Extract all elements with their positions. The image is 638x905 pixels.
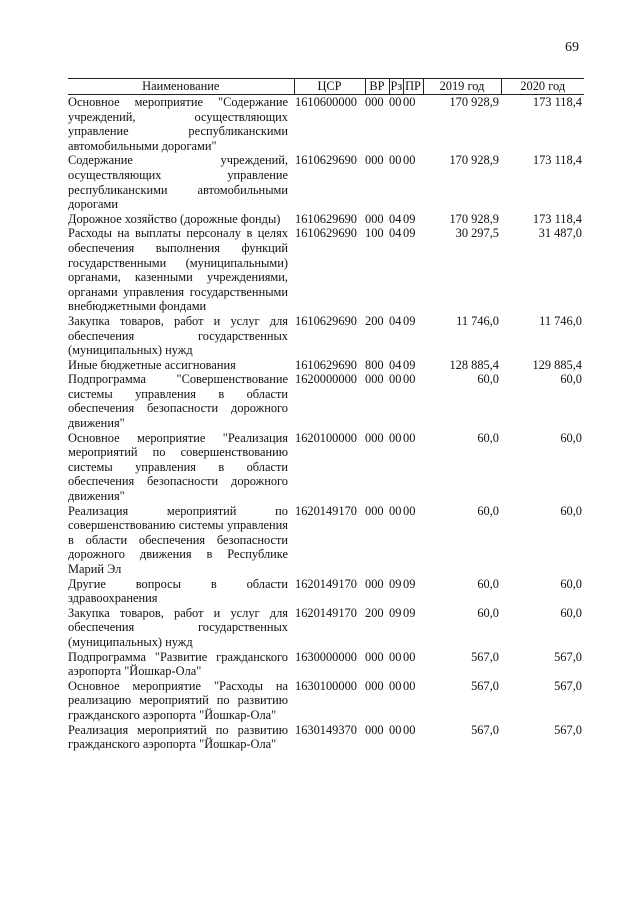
row-rz: 00 xyxy=(389,430,402,445)
header-rz: Рз xyxy=(390,79,403,94)
row-rz: 00 xyxy=(389,95,402,109)
row-2019: 170 928,9 xyxy=(449,153,499,168)
row-vr: 000 xyxy=(365,678,384,693)
row-name: Основное мероприятие "Расходы на реализацию мероприятий по развитию гражданского аэропорта "Йошкар-Ола" xyxy=(68,678,288,722)
row-rz: 00 xyxy=(389,678,402,693)
row-name: Основное мероприятие "Содержание учреждений, осуществляющих управление республиканскими автомобильными дорогами" xyxy=(68,95,288,153)
row-pr: 09 xyxy=(403,576,416,591)
row-pr: 00 xyxy=(403,678,416,693)
row-csr: 1630100000 xyxy=(295,678,357,693)
row-name: Другие вопросы в области здравоохранения xyxy=(68,576,288,606)
row-rz: 00 xyxy=(389,649,402,664)
table-row xyxy=(68,314,584,358)
table-row xyxy=(68,577,584,606)
row-2019: 567,0 xyxy=(471,722,499,737)
row-rz: 04 xyxy=(389,211,402,226)
row-2019: 11 746,0 xyxy=(456,313,499,328)
row-pr: 00 xyxy=(403,649,416,664)
row-name: Реализация мероприятий по совершенствованию системы управления в области обеспечения безопасности дорожного движения в Республике Марий Эл xyxy=(68,503,288,576)
row-2020: 31 487,0 xyxy=(538,226,582,241)
row-2020: 567,0 xyxy=(554,649,582,664)
row-2019: 170 928,9 xyxy=(449,211,499,226)
row-csr: 1610629690 xyxy=(295,313,357,328)
row-pr: 09 xyxy=(403,313,416,328)
row-rz: 00 xyxy=(389,722,402,737)
row-pr: 09 xyxy=(403,211,416,226)
header-name: Наименование xyxy=(68,79,294,95)
row-vr: 000 xyxy=(365,576,384,591)
row-csr: 1620000000 xyxy=(295,372,357,387)
row-rz: 04 xyxy=(389,226,402,241)
row-vr: 800 xyxy=(365,357,384,372)
row-rz: 00 xyxy=(389,153,402,168)
table-row xyxy=(68,679,584,723)
table-row xyxy=(68,723,584,752)
row-pr: 09 xyxy=(403,226,416,241)
row-pr: 00 xyxy=(403,153,416,168)
row-csr: 1620149170 xyxy=(295,576,357,591)
row-csr: 1620149170 xyxy=(295,503,357,518)
table-row xyxy=(68,431,584,504)
row-2020: 60,0 xyxy=(560,372,582,387)
budget-table xyxy=(68,78,584,752)
row-csr: 1630149370 xyxy=(295,722,357,737)
row-pr: 09 xyxy=(403,605,416,620)
row-2020: 11 746,0 xyxy=(539,313,582,328)
table-header-row xyxy=(68,79,584,95)
table-row xyxy=(68,212,584,227)
row-pr: 00 xyxy=(403,372,416,387)
row-rz: 04 xyxy=(389,313,402,328)
row-2020: 60,0 xyxy=(560,503,582,518)
row-name: Закупка товаров, работ и услуг для обеспечения государственных (муниципальных) нужд xyxy=(68,313,288,358)
row-2020: 129 885,4 xyxy=(532,357,582,372)
row-2019: 60,0 xyxy=(477,503,499,518)
header-2020: 2020 год xyxy=(501,79,584,95)
table-row xyxy=(68,606,584,650)
row-csr: 1620149170 xyxy=(295,605,357,620)
row-vr: 000 xyxy=(365,153,384,168)
row-vr: 000 xyxy=(365,372,384,387)
row-csr: 1630000000 xyxy=(295,649,357,664)
row-name: Реализация мероприятий по развитию гражданского аэропорта "Йошкар-Ола" xyxy=(68,722,288,752)
row-csr: 1610629690 xyxy=(295,153,357,168)
row-2019: 60,0 xyxy=(477,372,499,387)
row-2019: 170 928,9 xyxy=(449,95,499,109)
table-row xyxy=(68,650,584,679)
row-2019: 60,0 xyxy=(477,430,499,445)
row-2019: 60,0 xyxy=(477,605,499,620)
row-csr: 1610629690 xyxy=(295,226,357,241)
row-name: Подпрограмма "Совершенствование системы управления в области обеспечения безопасности дорожного движения" xyxy=(68,372,288,431)
row-2019: 128 885,4 xyxy=(449,357,499,372)
row-rz: 00 xyxy=(389,503,402,518)
row-2019: 567,0 xyxy=(471,649,499,664)
row-csr: 1610629690 xyxy=(295,357,357,372)
row-csr: 1610600000 xyxy=(295,95,357,109)
table-row xyxy=(68,153,584,211)
table-row xyxy=(68,358,584,373)
row-2020: 60,0 xyxy=(560,576,582,591)
header-vr: ВР xyxy=(365,79,389,95)
row-rz: 04 xyxy=(389,357,402,372)
row-rz: 09 xyxy=(389,576,402,591)
row-2020: 173 118,4 xyxy=(532,211,582,226)
row-pr: 00 xyxy=(403,95,416,109)
row-pr: 00 xyxy=(403,430,416,445)
row-name: Закупка товаров, работ и услуг для обеспечения государственных (муниципальных) нужд xyxy=(68,605,288,649)
row-2019: 567,0 xyxy=(471,678,499,693)
header-2019: 2019 год xyxy=(423,79,501,95)
row-name: Дорожное хозяйство (дорожные фонды) xyxy=(68,211,281,226)
row-vr: 000 xyxy=(365,722,384,737)
table-row xyxy=(68,372,584,430)
row-2020: 173 118,4 xyxy=(532,95,582,109)
row-pr: 00 xyxy=(403,503,416,518)
row-vr: 000 xyxy=(365,430,384,445)
row-name: Иные бюджетные ассигнования xyxy=(68,357,236,372)
row-2019: 30 297,5 xyxy=(455,226,499,241)
row-2020: 567,0 xyxy=(554,722,582,737)
row-2020: 60,0 xyxy=(560,605,582,620)
row-name: Расходы на выплаты персоналу в целях обеспечения выполнения функций государственными (муниципальными) органами, казенными учреждениями, органами управления государственными внебюджетными фондами xyxy=(68,226,288,314)
row-vr: 000 xyxy=(365,211,384,226)
row-vr: 000 xyxy=(365,649,384,664)
row-rz: 00 xyxy=(389,372,402,387)
table-row xyxy=(68,504,584,577)
table-body xyxy=(68,95,584,752)
row-vr: 100 xyxy=(365,226,384,241)
table-row xyxy=(68,95,584,154)
page-number: 69 xyxy=(565,40,579,55)
row-pr: 09 xyxy=(403,357,416,372)
row-vr: 000 xyxy=(365,95,384,109)
row-2019: 60,0 xyxy=(477,576,499,591)
row-2020: 567,0 xyxy=(554,678,582,693)
row-name: Подпрограмма "Развитие гражданского аэропорта "Йошкар-Ола" xyxy=(68,649,288,679)
header-pr: ПР xyxy=(403,79,423,95)
row-vr: 200 xyxy=(365,605,384,620)
row-csr: 1620100000 xyxy=(295,430,357,445)
row-name: Содержание учреждений, осуществляющих управление республиканскими автомобильными дорогами xyxy=(68,153,288,212)
header-csr: ЦСР xyxy=(294,79,365,95)
row-2020: 173 118,4 xyxy=(532,153,582,168)
row-rz: 09 xyxy=(389,605,402,620)
row-name: Основное мероприятие "Реализация мероприятий по совершенствованию системы управления в области обеспечения безопасности дорожного движения" xyxy=(68,430,288,504)
row-pr: 00 xyxy=(403,722,416,737)
table-row xyxy=(68,226,584,314)
row-vr: 000 xyxy=(365,503,384,518)
row-2020: 60,0 xyxy=(560,430,582,445)
row-vr: 200 xyxy=(365,313,384,328)
row-csr: 1610629690 xyxy=(295,211,357,226)
